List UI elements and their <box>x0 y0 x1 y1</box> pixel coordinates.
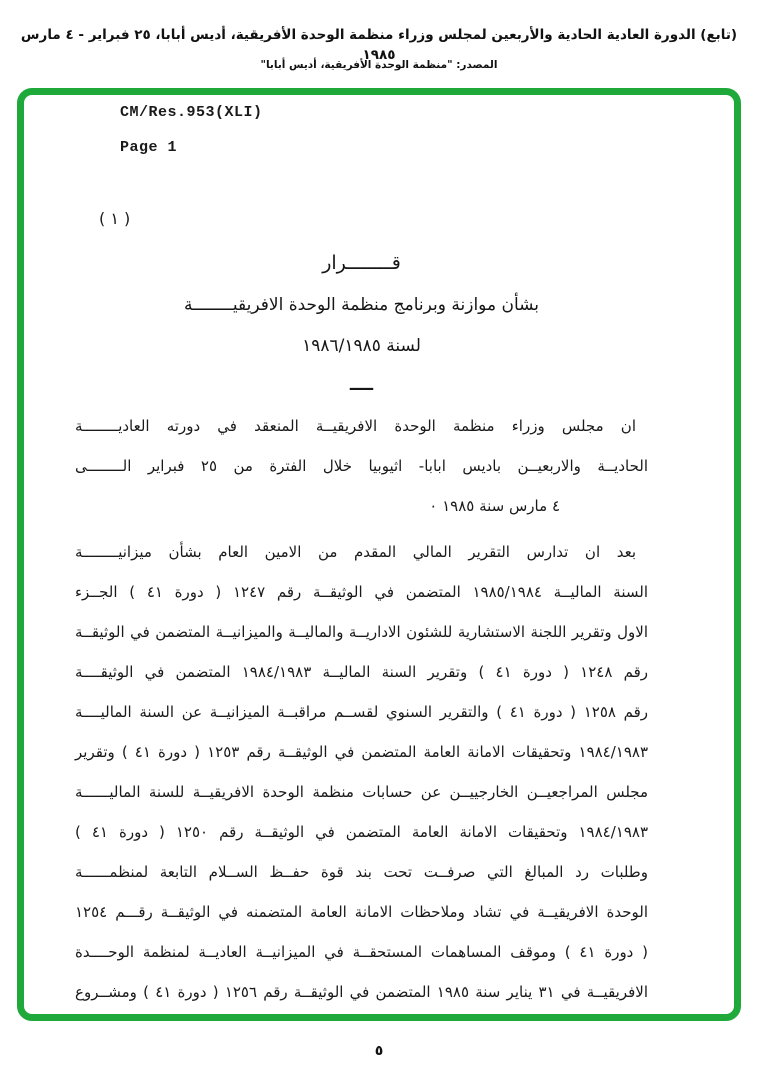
header-session-line: (تابع) الدورة العادية الحادية والأربعين لمجلس وزراء منظمة الوحدة الأفريقية، أديس أبابا، ٢٥ فبراير - ٤ مارس ١٩٨٥ <box>20 27 738 63</box>
body-line: بعد ان تدارس التقرير المالي المقدم من الامين العام بشأن ميزانيــــــــة <box>75 543 636 561</box>
body-line: رقم ١٢٥٨ ( دورة ٤١ ) والتقرير السنوي لقســم مراقبــة الميزانيــة عن السنة الماليــــة <box>75 703 648 721</box>
page-number: ٥ <box>374 1043 384 1059</box>
body-line: رقم ١٢٤٨ ( دورة ٤١ ) وتقرير السنة الماليــة ١٩٨٤/١٩٨٣ المتضمن في الوثيقــــة <box>75 663 648 681</box>
separator-dash: ــــ <box>349 375 374 395</box>
body-line: الاول وتقرير اللجنة الاستشارية للشئون الاداريــة والماليــة والميزانيــة المتضمن في الوثيقــة <box>75 623 648 641</box>
item-number: ( ١ ) <box>99 209 131 228</box>
resolution-heading <box>75 242 648 404</box>
body-line: الوحدة الافريقيــة في تشاد وملاحظات الامانة العامة المتضمنه في الوثيقــة رقـــم ١٢٥٤ <box>75 903 648 921</box>
body-line: وطلبات رد المبالغ التي صرفــت تحت بند قوة حفــظ الســلام التابعة لمنظمــــــة <box>75 863 648 881</box>
header-source-line: المصدر: "منظمة الوحدة الأفريقية، أديس أبابا" <box>260 59 498 71</box>
body-line: الحاديــة والاربعيــن باديس ابابا- اثيوبيا خلال الفترة من ٢٥ فبراير الــــــــى <box>75 457 649 475</box>
body-line: ١٩٨٤/١٩٨٣ وتحقيقات الامانة العامة المتضمن في الوثيقــة رقم ١٢٥٣ ( دورة ٤١ ) وتقرير <box>75 743 649 761</box>
resolution-body <box>75 406 648 1012</box>
body-line: السنة الماليــة ١٩٨٥/١٩٨٤ المتضمن في الوثيقــة رقم ١٢٤٧ ( دورة ٤١ ) الجــزء <box>75 583 648 601</box>
resolution-year: لسنة ١٩٨٦/١٩٨٥ <box>302 336 421 356</box>
body-line: ( دورة ٤١ ) وموقف المساهمات المستحقــة في الميزانيــة العاديــة لمنظمة الوحــــدة <box>75 943 649 961</box>
body-line: ان مجلس وزراء منظمة الوحدة الافريقيــة المنعقد في دورته العاديــــــــة <box>75 417 636 435</box>
resolution-subject: بشأن موازنة وبرنامج منظمة الوحدة الافريقيــــــــة <box>183 295 540 315</box>
paragraph-preamble <box>75 406 648 526</box>
body-line: ١٩٨٤/١٩٨٣ وتحقيقات الامانة العامة المتضمن في الوثيقــة رقم ١٢٥٠ ( دورة ٤١ ) <box>75 823 649 841</box>
document-ref: CM/Res.953(XLI) <box>120 104 263 121</box>
paragraph-considerations <box>75 532 648 1012</box>
body-line: الافريقيــة في ٣١ يناير سنة ١٩٨٥ المتضمن في الوثيقــة رقم ١٢٥٦ ( دورة ٤١ ) ومشــروع <box>75 983 648 1001</box>
resolution-title: قــــــــرار <box>322 252 401 274</box>
body-line: مجلس المراجعيــن الخارجييــن عن حسابات منظمة الوحدة الافريقيــة للسنة الماليــــــة <box>75 783 648 801</box>
body-line: ٤ مارس سنة ١٩٨٥ ٠ <box>429 497 560 515</box>
page-label: Page 1 <box>120 139 178 156</box>
